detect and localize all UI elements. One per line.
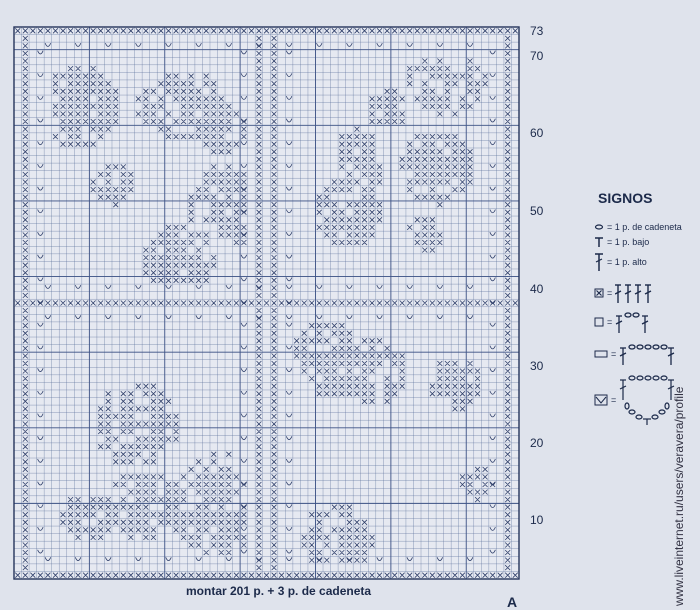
legend-text: = 1 p. alto (607, 257, 647, 267)
watermark: www.liveinternet.ru/users/veravera/profile (672, 386, 686, 606)
legend-item-filled-block (594, 282, 653, 304)
row-label-70: 70 (530, 49, 544, 63)
legend-item-chain (594, 222, 682, 232)
lacet-block-icon (594, 394, 608, 406)
open-mesh-icon (594, 317, 604, 327)
row-label-30: 30 (530, 359, 544, 373)
chain-stitch-icon (594, 222, 604, 232)
legend-text: = (607, 317, 613, 327)
row-label-73: 73 (530, 24, 544, 38)
row-label-20: 20 (530, 436, 544, 450)
legend-item-single (594, 236, 649, 248)
bar-stitch-icon (619, 342, 675, 366)
row-label-50: 50 (530, 204, 544, 218)
legend-text: = 1 p. de cadeneta (607, 222, 682, 232)
row-label-40: 40 (530, 282, 544, 296)
four-double-crochet-icon (615, 282, 653, 304)
lacet-stitch-icon (619, 372, 679, 428)
double-crochet-icon (594, 252, 604, 272)
single-crochet-icon (594, 236, 604, 248)
legend-item-lacet (594, 372, 679, 428)
legend-title: SIGNOS (598, 190, 653, 206)
legend-text: = (607, 288, 613, 298)
corner-label: A (507, 594, 518, 610)
mesh-stitch-icon (615, 310, 651, 334)
row-label-60: 60 (530, 126, 544, 140)
legend-text: = (611, 395, 617, 405)
chart-caption: montar 201 p. + 3 p. de cadeneta (186, 584, 372, 598)
bar-block-icon (594, 349, 608, 359)
legend-item-double (594, 252, 647, 272)
filled-block-icon (594, 288, 604, 298)
legend-text: = 1 p. bajo (607, 237, 650, 247)
legend-item-open-mesh (594, 310, 651, 334)
row-label-10: 10 (530, 513, 544, 527)
legend-item-bar (594, 342, 675, 366)
legend-text: = (611, 349, 617, 359)
